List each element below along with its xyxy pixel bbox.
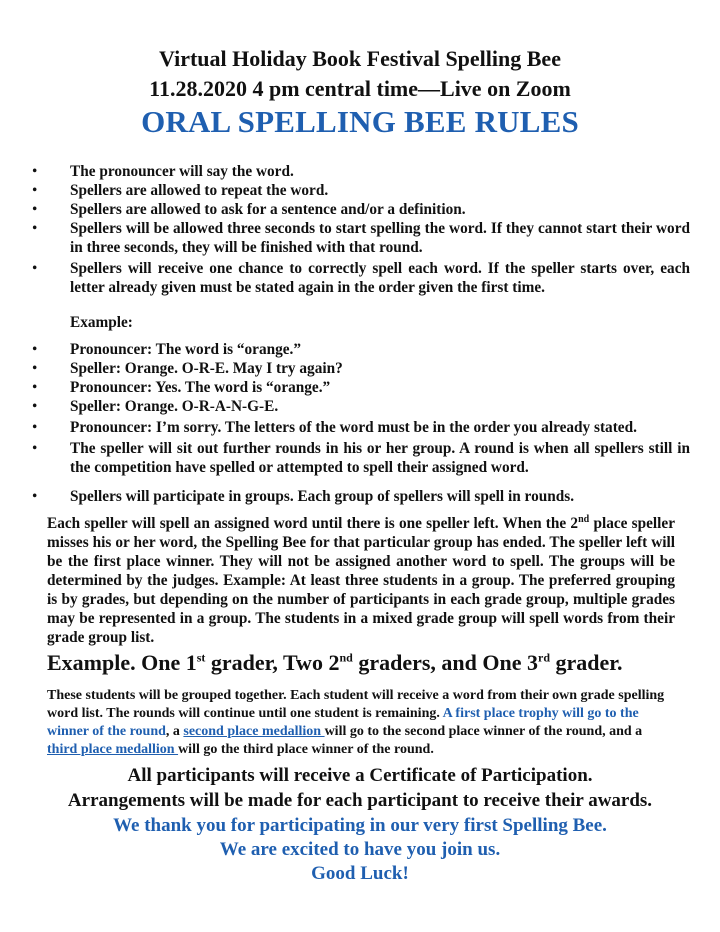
group-item: • Spellers will participate in groups. Each group of spellers will spell in rounds. [32,488,575,505]
trophy-text: A first place trophy will go to the winner of the round [47,706,639,739]
example-item: • Speller: Orange. O-R-E. May I try again? [32,360,343,377]
closing-line-2: Arrangements will be made for each participant to receive their awards. [67,790,653,811]
closing-line-1: All participants will receive a Certificate of Participation. [127,765,593,786]
rules-paragraph: Each speller will spell an assigned word until there is one speller left. When the 2nd place speller misses his or her word, the Spelling Bee for that particular group has ended. The speller left will be the first place winner. They will not be assigned another word to spell. The groups will be determined by the judges. Example: At least three students in a group. The preferred grouping is by grades, but depending on the number of participants in each grade group, multiple grades may be represented in a group. The students in a mixed grade group will spell words from their grade group list. [47,514,676,647]
example-item: • The speller will sit out further rounds in his or her group. A round is when all spellers still in the competition have spelled or attempted to spell their assigned word. [32,440,690,476]
bullet-icon: • [32,379,38,396]
bullet-icon: • [32,360,38,377]
closing-line-3: We thank you for participating in our very first Spelling Bee. [113,815,607,836]
second-place-link[interactable]: second place medallion [183,724,325,739]
bullet-icon: • [32,488,38,505]
rule-item: • Spellers will be allowed three seconds to start spelling the word. If they cannot start their word in three seconds, they will be finished with that round. [32,220,690,256]
rule-item: • Spellers are allowed to repeat the word. [32,182,329,199]
closing-line-4: We are excited to have you join us. [219,839,501,860]
bullet-icon: • [32,260,38,277]
example-list [30,340,690,477]
closing-line-5: Good Luck! [311,863,409,884]
bullet-icon: • [32,398,38,415]
rule-item: • Spellers will receive one chance to correctly spell each word. If the speller starts over, each letter already given must be stated again in the order given the first time. [32,260,690,296]
event-date: 11.28.2020 4 pm central time—Live on Zoom [149,76,571,101]
example-item: • Pronouncer: Yes. The word is “orange.” [32,379,331,396]
grouping-example: Example. One 1st grader, Two 2nd graders, and One 3rd grader. [47,650,623,675]
example-item: • Pronouncer: I’m sorry. The letters of the word must be in the order you already stated. [32,419,637,436]
rules-list [30,162,690,297]
bullet-icon: • [32,163,38,180]
bullet-icon: • [32,341,38,358]
page-title: ORAL SPELLING BEE RULES [141,104,579,139]
bullet-icon: • [32,419,38,436]
example-label: Example: [70,314,133,331]
rule-item: • The pronouncer will say the word. [32,163,294,180]
example-item: • Pronouncer: The word is “orange.” [32,341,302,358]
group-list [30,487,690,506]
bullet-icon: • [32,440,38,457]
bullet-icon: • [32,182,38,199]
third-place-link[interactable]: third place medallion [47,742,179,757]
example-item: • Speller: Orange. O-R-A-N-G-E. [32,398,279,415]
rule-item: • Spellers are allowed to ask for a sentence and/or a definition. [32,201,466,218]
event-title: Virtual Holiday Book Festival Spelling Bee [159,46,561,71]
bullet-icon: • [32,220,38,237]
bullet-icon: • [32,201,38,218]
awards-paragraph: These students will be grouped together. Each student will receive a word from their own grade spelling word list. The rounds will continue until one student is remaining. A first place trophy will go to the winner of the round, a second place medallion will go to the second place winner of the round, and a third place medallion will go the third place winner of the round. [47,688,665,757]
